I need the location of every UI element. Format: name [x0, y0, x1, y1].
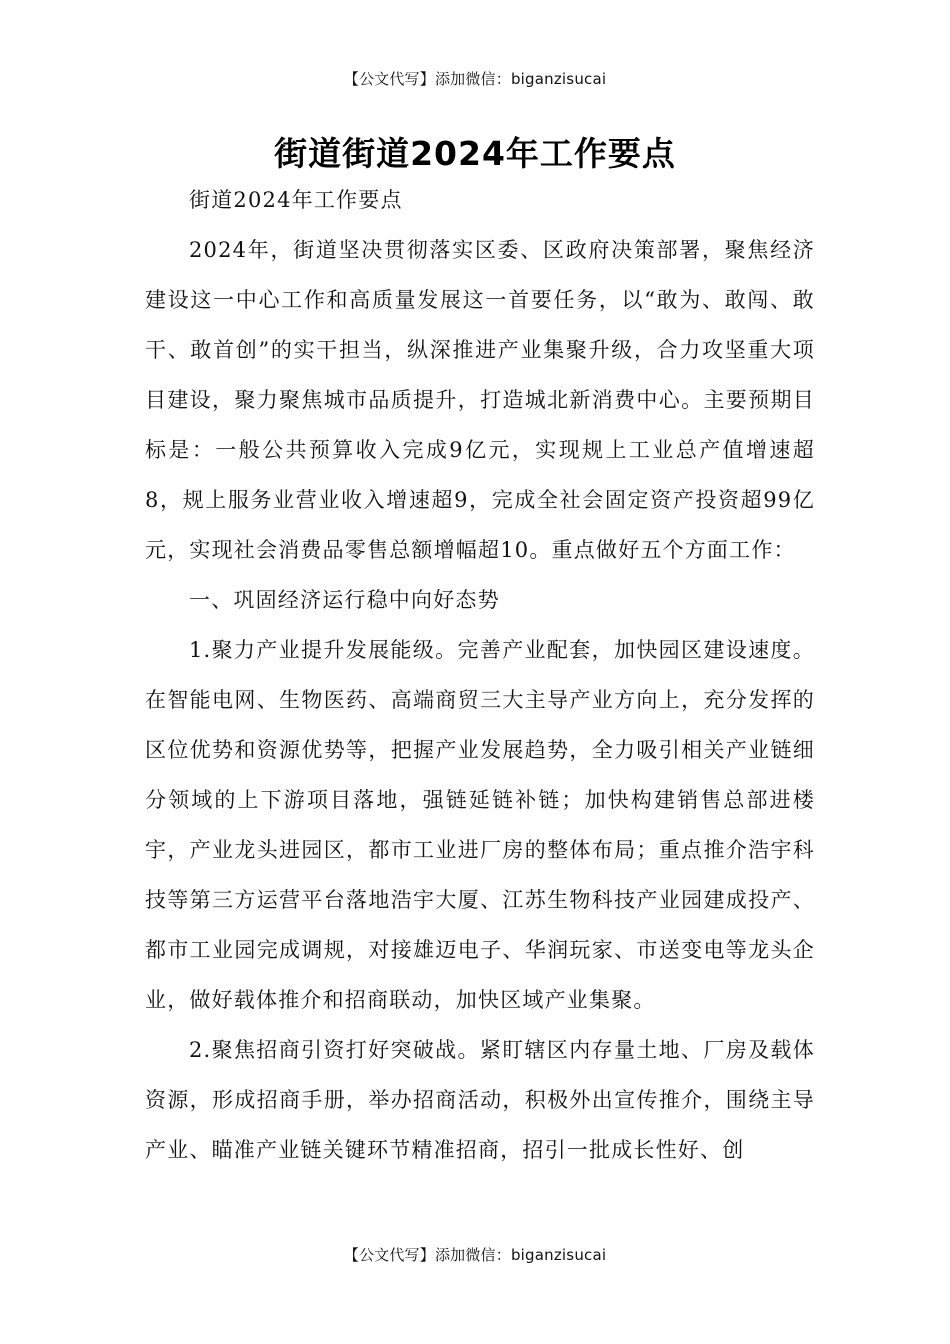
section-heading-1: 一、巩固经济运行稳中向好态势	[189, 588, 500, 612]
document-title: 街道街道2024年工作要点	[274, 134, 676, 173]
page-footer: 【公文代写】添加微信：biganzisucai	[343, 1246, 607, 1264]
document-body	[145, 175, 815, 1175]
subtitle-paragraph: 街道2024年工作要点	[189, 188, 403, 212]
page-header: 【公文代写】添加微信：biganzisucai	[343, 70, 607, 88]
intro-paragraph: 2024年，街道坚决贯彻落实区委、区政府决策部署，聚焦经济建设这一中心工作和高质量发展这一首要任务，以“敢为、敢闯、敢干、敢首创”的实干担当，纵深推进产业集聚升级，合力攻坚重大项目建设，聚力聚焦城市品质提升，打造城北新消费中心。主要预期目标是：一般公共预算收入完成9亿元，实现规上工业总产值增速超8，规上服务业营业收入增速超9，完成全社会固定资产投资超99亿元，实现社会消费品零售总额增幅超10。重点做好五个方面工作：	[145, 238, 815, 562]
item-paragraph-2: 2.聚焦招商引资打好突破战。紧盯辖区内存量土地、厂房及载体资源，形成招商手册，举办招商活动，积极外出宣传推介，围绕主导产业、瞄准产业链关键环节精准招商，招引一批成长性好、创	[145, 1038, 815, 1162]
item-paragraph-1: 1.聚力产业提升发展能级。完善产业配套，加快园区建设速度。在智能电网、生物医药、高端商贸三大主导产业方向上，充分发挥的区位优势和资源优势等，把握产业发展趋势，全力吸引相关产业链细分领域的上下游项目落地，强链延链补链；加快构建销售总部进楼宇，产业龙头进园区，都市工业进厂房的整体布局；重点推介浩宇科技等第三方运营平台落地浩宇大厦、江苏生物科技产业园建成投产、都市工业园完成调规，对接雄迈电子、华润玩家、市送变电等龙头企业，做好载体推介和招商联动，加快区域产业集聚。	[145, 638, 815, 1012]
